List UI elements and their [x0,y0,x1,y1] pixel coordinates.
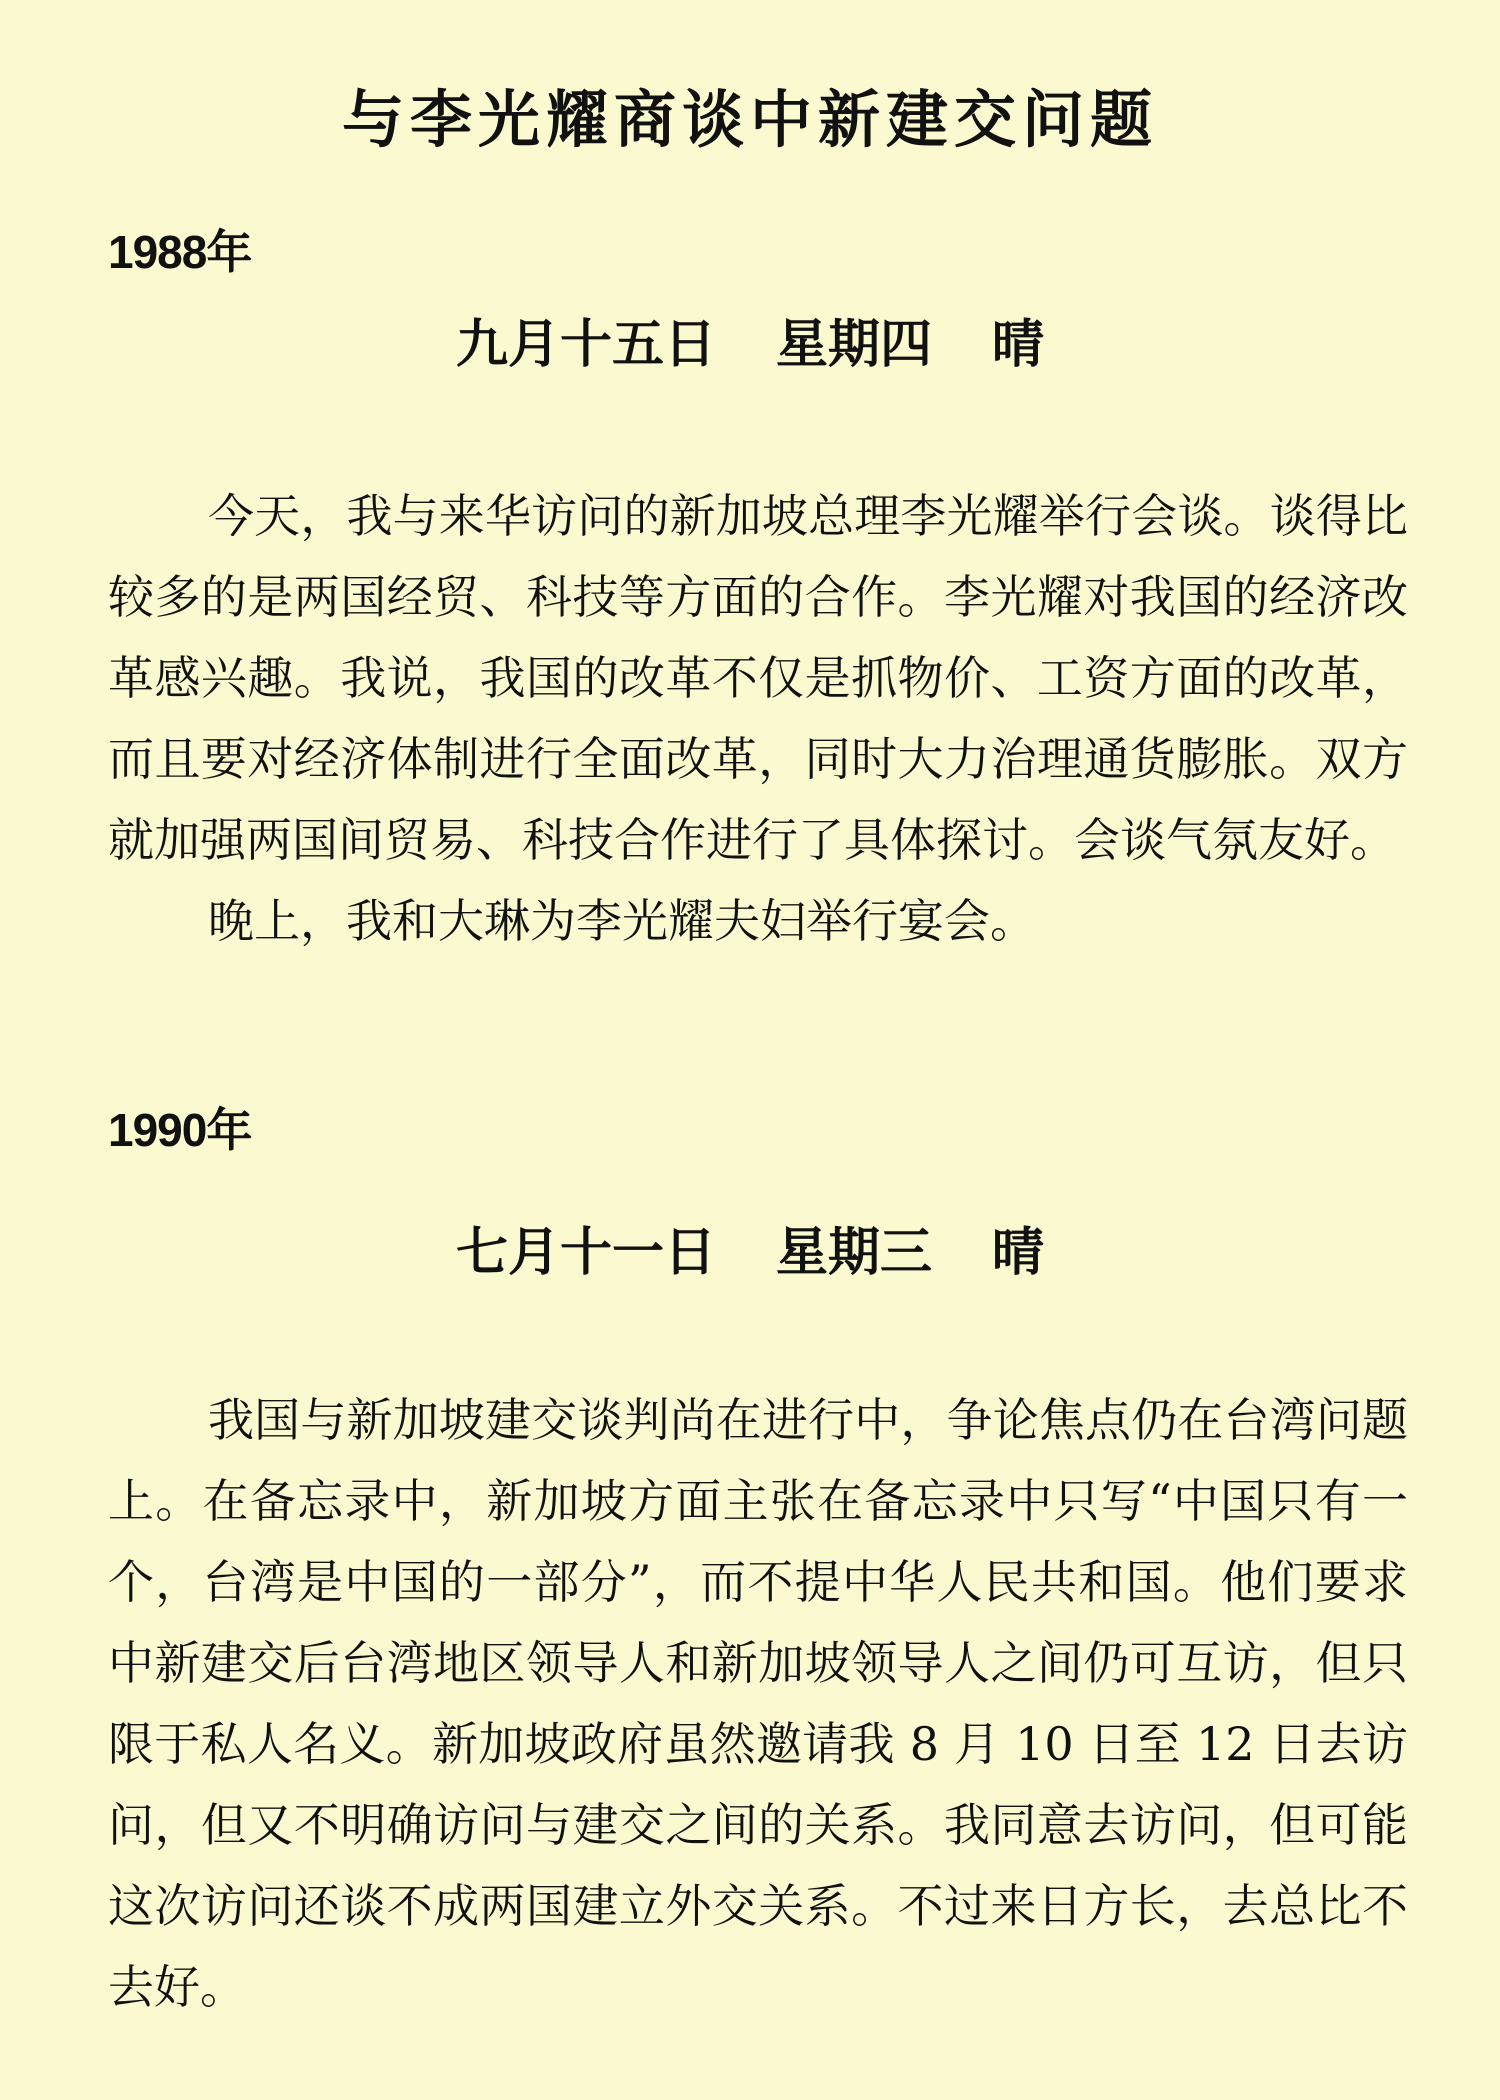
entry-date: 九月十五日 [455,314,716,375]
entry-weather: 晴 [992,314,1045,375]
entry-weather: 晴 [992,1222,1045,1283]
entry-body [108,1380,1408,2028]
paragraph: 晚上，我和大琳为李光耀夫妇举行宴会。 [208,894,1036,948]
page-title: 与李光耀商谈中新建交问题 [341,83,1158,156]
entry-date-heading [0,310,1500,380]
entry-year: 1988年 [108,226,252,278]
entry-year: 1990年 [108,1104,252,1156]
entry-date: 七月十一日 [455,1222,716,1283]
entry-body [108,476,1408,962]
entry-weekday: 星期四 [775,314,932,375]
entry-weekday: 星期三 [775,1222,932,1283]
paragraph: 今天，我与来华访问的新加坡总理李光耀举行会谈。谈得比较多的是两国经贸、科技等方面的合作。李光耀对我国的经济改革感兴趣。我说，我国的改革不仅是抓物价、工资方面的改革，而且要对经济体制进行全面改革，同时大力治理通货膨胀。双方就加强两国间贸易、科技合作进行了具体探讨。会谈气氛友好。 [108,489,1408,867]
paragraph: 我国与新加坡建交谈判尚在进行中，争论焦点仍在台湾问题上。在备忘录中，新加坡方面主张在备忘录中只写“中国只有一个，台湾是中国的一部分”，而不提中华人民共和国。他们要求中新建交后台湾地区领导人和新加坡领导人之间仍可互访，但只限于私人名义。新加坡政府虽然邀请我 8 月 10 日至 12 日去访问，但又不明确访问与建交之间的关系。我同意去访问，但可能这次访问还谈不成两国建立外交关系。不过来日方长，去总比不去好。 [108,1393,1408,2014]
entry-date-heading [0,1218,1500,1288]
